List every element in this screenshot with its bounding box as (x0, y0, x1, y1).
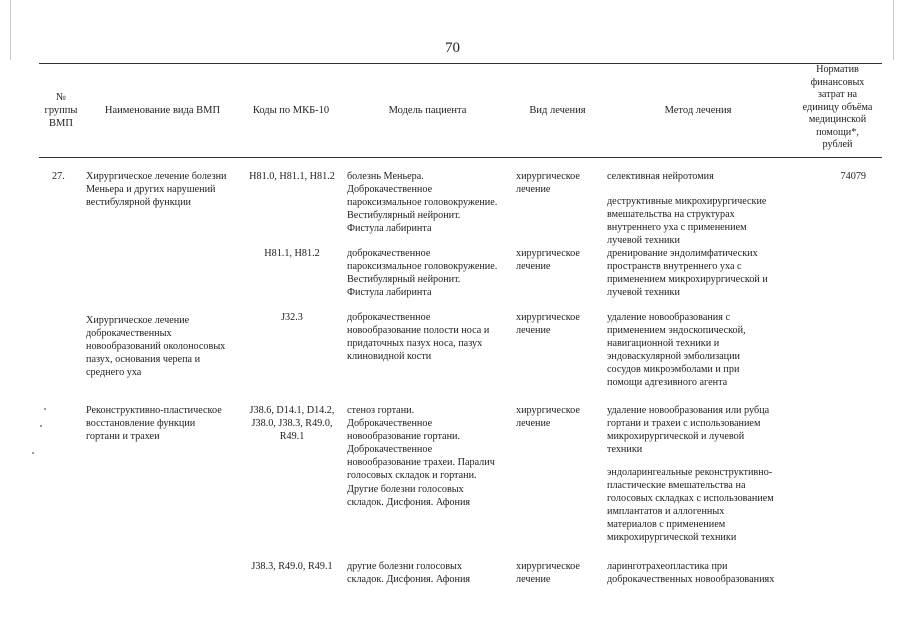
row-3-method-1: удаление новообразования с применением эндоскопической, навигационной техники и эндоваскулярной эмболизации сосудов микроэмболами и при помощи адгезивного агента (607, 312, 746, 389)
row-5-method-1: ларинготрахеопластика при доброкачественных новообразованиях (607, 561, 775, 586)
row-1-mkb-codes: H81.0, H81.1, H81.2 (249, 171, 335, 182)
row-2-patient-model: доброкачественное пароксизмальное головокружение. Вестибулярный нейронит. Фистула лабиринта (347, 248, 498, 299)
row-5-patient-model: другие болезни голосовых складок. Дисфония. Афония (347, 561, 471, 586)
row-4-method-2: эндоларингеальные реконструктивно- пластические вмешательства на голосовых складках с использованием имплантатов и аллогенных материалов с применением микрохирургической техники (607, 467, 774, 544)
row-5-treatment-type: хирургическое лечение (516, 561, 580, 586)
row-4-vmp-name: Реконструктивно-пластическое восстановление функции гортани и трахеи (86, 405, 222, 443)
header-vmp-name: Наименование вида ВМП (104, 104, 221, 116)
row-1-treatment-type: хирургическое лечение (516, 171, 580, 196)
header-cost-standard: Норматив финансовых затрат на единицу объёма медицинской помощи*, рублей (802, 64, 873, 151)
table-header-rule (39, 157, 882, 158)
scan-speck (32, 452, 34, 454)
header-group-number: № группы ВМП (44, 91, 78, 129)
row-3-patient-model: доброкачественное новообразование полости носа и придаточных пазух носа, пазух клиновидной кости (347, 312, 490, 363)
row-4-treatment-type: хирургическое лечение (516, 405, 580, 430)
scan-speck (40, 425, 42, 427)
row-3-vmp-name: Хирургическое лечение доброкачественных новообразований околоносовых пазух, основания черепа и среднего уха (86, 315, 226, 379)
row-1-method-1: селективная нейротомия (607, 171, 714, 182)
row-3-treatment-type: хирургическое лечение (516, 312, 580, 337)
row-1-vmp-name: Хирургическое лечение болезни Меньера и других нарушений вестибулярной функции (86, 171, 227, 209)
row-4-method-1: удаление новообразования или рубца гортани и трахеи с использованием микрохирургической и лучевой техники (607, 405, 770, 456)
row-1-patient-model: болезнь Меньера. Доброкачественное пароксизмальное головокружение. Вестибулярный нейронит. Фистула лабиринта (347, 171, 498, 235)
row-5-mkb-codes: J38.3, R49.0, R49.1 (251, 561, 333, 572)
row-4-mkb-codes: J38.6, D14.1, D14.2, J38.0, J38.3, R49.0, R49.1 (249, 405, 335, 443)
header-mkb-codes: Коды по МКБ-10 (252, 104, 330, 116)
row-4-patient-model: стеноз гортани. Доброкачественное новообразование гортани. Доброкачественное новообразование трахеи. Паралич голосовых складок и гортани. Другие болезни голосовых складок. Дисфония. Афония (347, 405, 495, 508)
row-1-group-number: 27. (52, 171, 65, 182)
row-3-mkb-codes: J32.3 (281, 312, 303, 323)
row-1-method-2: деструктивные микрохирургические вмешательства на структурах внутреннего уха с применением лучевой техники (607, 196, 767, 247)
row-1-cost: 74079 (840, 171, 866, 182)
row-2-method-1: дренирование эндолимфатических пространств внутреннего уха с применением микрохирургической и лучевой техники (607, 248, 768, 299)
row-2-treatment-type: хирургическое лечение (516, 248, 580, 273)
page-number: 70 (445, 40, 460, 56)
scan-speck (44, 408, 46, 410)
header-treatment-method: Метод лечения (664, 104, 732, 116)
header-treatment-type: Вид лечения (529, 104, 586, 116)
header-patient-model: Модель пациента (388, 104, 467, 116)
row-2-mkb-codes: H81.1, H81.2 (264, 248, 320, 259)
